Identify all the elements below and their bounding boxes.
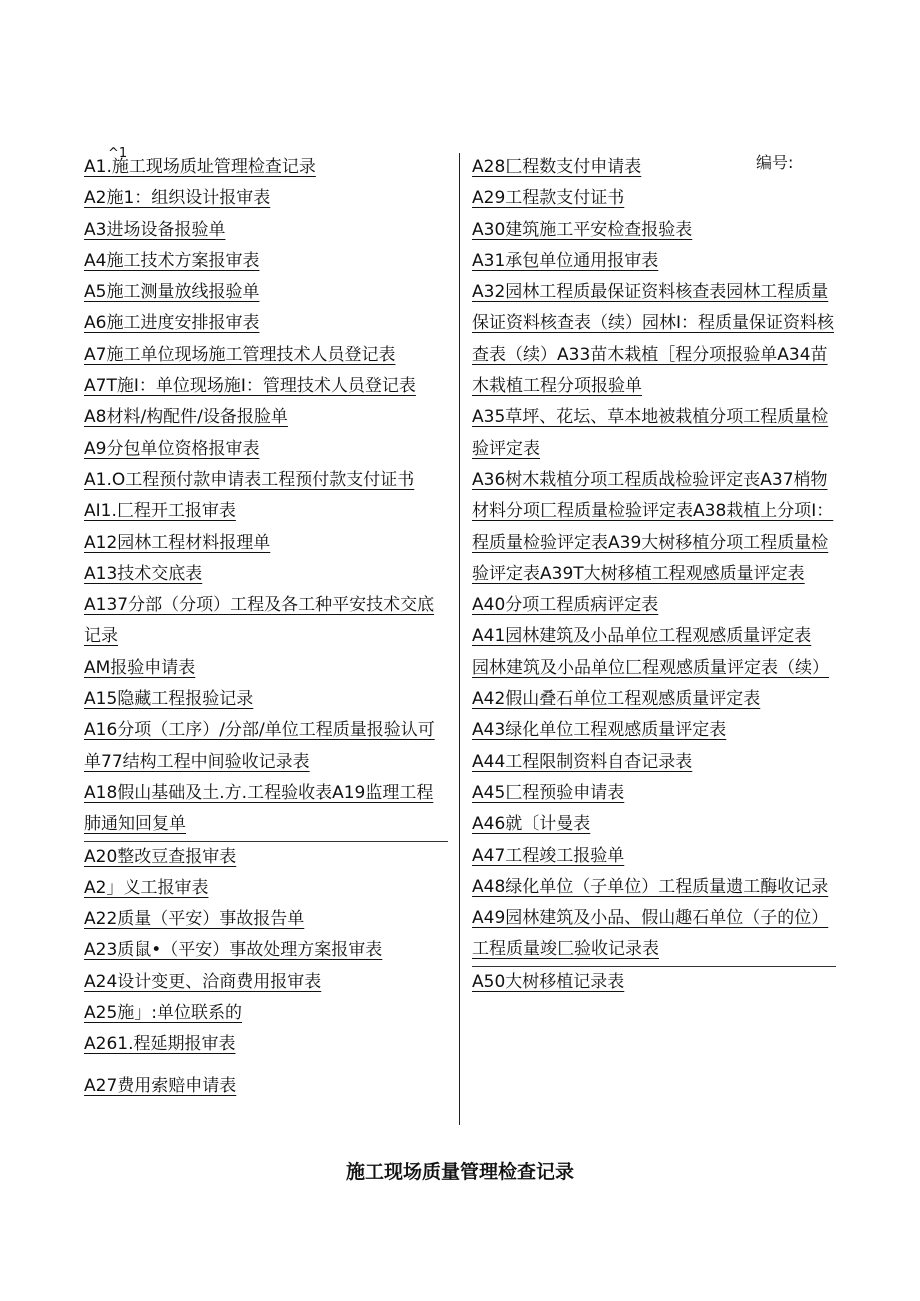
index-item-a15[interactable]: A15隐藏工程报验记录: [84, 689, 254, 710]
index-item-a36[interactable]: A36树木栽植分项工程质战检验评定丧A37梢物材料分项匚程质量检验评定表A38栽植上分项I：程质量检验评定表A39大树移植分项工程质量检验评定表A39T大树移植工程观感质量评定表: [472, 469, 834, 584]
index-item-a2[interactable]: A2施1：组织设计报审表: [84, 188, 271, 209]
index-item-a1[interactable]: A1.施工现场质址管理检查记录: [84, 157, 316, 177]
index-item-a7[interactable]: A7施工单位现场施工管理技术人员登记表: [84, 344, 396, 365]
superscript-mark: ^1: [108, 146, 128, 161]
index-item-a13[interactable]: A13技术交底表: [84, 563, 203, 584]
index-item-a24[interactable]: A24设计变更、洽商费用报审表: [84, 971, 322, 992]
index-item-a45[interactable]: A45匚程预验申请表: [472, 782, 625, 803]
index-item-a29[interactable]: A29工程款支付证书: [472, 188, 625, 209]
index-item-a12[interactable]: A12园林工程材料报理单: [84, 532, 271, 553]
index-item-a47[interactable]: A47工程竣工报验单: [472, 845, 625, 866]
index-item-a6[interactable]: A6施工进度安排报审表: [84, 313, 260, 334]
index-item-a8[interactable]: A8材料/构配件/设备报脸单: [84, 407, 288, 428]
serial-number-label: 编号:: [756, 153, 794, 172]
index-item-a25[interactable]: A25施」:单位联系的: [84, 1003, 242, 1024]
index-item-a42[interactable]: A42假山叠石单位工程观感质量评定表: [472, 689, 761, 710]
right-index-column: [472, 152, 836, 998]
left-index-column: [84, 152, 448, 1102]
index-item-a49[interactable]: A49园林建筑及小品、假山趣石单位（子的位）工程质量竣匚验收记录表: [472, 908, 829, 960]
index-item-a7t[interactable]: A7T施I：单位现场施I：管理技术人员登记表: [84, 376, 416, 397]
column-divider: [459, 153, 460, 1125]
index-item-a21[interactable]: A2」义工报审表: [84, 877, 209, 898]
page-title: 施工现场质量管理检查记录: [345, 1161, 574, 1183]
index-item-a43[interactable]: A43绿化单位工程观感质量评定表: [472, 720, 727, 741]
index-item-a9[interactable]: A9分包单位资格报审表: [84, 438, 260, 459]
index-item-a32[interactable]: A32园林工程质最保证资料核查表园林工程质量保证资料核查表（续）园林I：程质量保证资料核查表（续）A33苗木栽植［程分项报验单A34苗木栽植工程分项报验单: [472, 282, 835, 397]
index-item-a40[interactable]: A40分项工程质病评定表: [472, 595, 659, 616]
index-item-a48[interactable]: A48绿化单位（子单位）工程质量遗工酶收记录: [472, 876, 829, 897]
index-item-a137[interactable]: A137分部（分项）工程及各工种平安技术交底记录: [84, 595, 435, 647]
index-item-a41[interactable]: A41园林建筑及小品单位工程观感质量评定表: [472, 626, 812, 647]
index-item-a22[interactable]: A22质量（平安）事故报告单: [84, 909, 305, 930]
index-item-a10[interactable]: A1.O工程预付款申请表工程预付款支付证书: [84, 469, 415, 490]
index-item-a35[interactable]: A35草坪、花坛、草本地被栽植分项工程质量检验评定表: [472, 407, 829, 459]
index-item-a31[interactable]: A31承包单位通用报审表: [472, 250, 659, 271]
index-item-a30[interactable]: A30建筑施工平安检查报验表: [472, 219, 693, 240]
index-item-a4[interactable]: A4施工技术方案报审表: [84, 250, 260, 271]
index-item-a20[interactable]: A20整改豆查报审表: [84, 846, 237, 867]
index-item-a28[interactable]: A28匚程数支付申请表: [472, 157, 642, 177]
index-item-a18[interactable]: A18假山基础及土.方.工程验收表A19监理工程肺通知回复单: [84, 782, 434, 835]
index-item-a11[interactable]: AI1.匚程开工报审表: [84, 501, 236, 522]
index-item-a5[interactable]: A5施工测量放线报验单: [84, 282, 260, 303]
index-item-a41-cont[interactable]: 园林建筑及小品单位匚程观感质量评定表（续）: [472, 657, 829, 678]
index-item-a14[interactable]: AM报验申请表: [84, 657, 196, 678]
index-item-a3[interactable]: A3进场设备报验单: [84, 219, 226, 240]
index-item-a46[interactable]: A46就〔计曼表: [472, 814, 591, 835]
index-item-a23[interactable]: A23质鼠•（平安）事故处理方案报审表: [84, 940, 383, 961]
index-item-a16[interactable]: A16分项（工序）/分部/单位工程质量报验认可单77结构工程中间验收记录表: [84, 720, 435, 772]
index-item-a44[interactable]: A44工程限制资料自杳记录表: [472, 751, 693, 772]
index-item-a27[interactable]: A27费用索赔申请表: [84, 1075, 237, 1096]
index-item-a50[interactable]: A50大树移植记录表: [472, 971, 625, 992]
index-item-a26[interactable]: A261.程延期报审表: [84, 1034, 236, 1055]
